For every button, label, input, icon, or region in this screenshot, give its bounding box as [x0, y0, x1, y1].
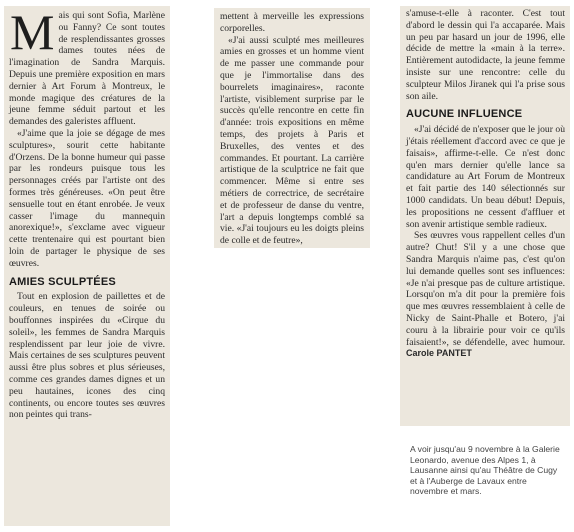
paragraph-amies: «J'ai aussi sculpté mes meilleures amies en grosses et un homme vient de me passer une commande pour que je l'immortalise dans des bourrelets imaginaires», raconte l'artiste, visiblement surprise par le succès qu'elle rencontre en cette fin d'année: trois expositions en même temps, des projets à Paris et Bruxelles, des ventes et des commandes. Et pourtant. La carrière artistique de la sculptrice ne fait que commencer. Même si entre ses métiers de correctrice, de secrétaire et de professeur de danse du ventre, l'art a depuis longtemps comblé sa vie. «J'ai toujours eu les doigts pleins de colle et de feutre», — [220, 34, 364, 247]
paragraph-continuation: mettent à merveille les expressions corporelles. — [220, 11, 364, 34]
paragraph-paillettes: Tout en explosion de paillettes et de couleurs, en tenues de soirée ou bouffonnes inspirées du «Cirque du soleil», les femmes de Sandra Marquis resplendissent par leur joie de vivre. Mais certaines de ses sculptures peuvent aussi être plus sobres et plus sérieuses, comme ces grandes dames dignes et un peu hautaines, icones des cinq continents, ou encore toutes ses œuvres non peintes qui trans- — [9, 291, 165, 421]
article-column-3 — [400, 6, 570, 426]
subheading-aucune-influence: AUCUNE INFLUENCE — [406, 108, 523, 121]
paragraph-influences — [406, 230, 565, 360]
lead-text: ais qui sont Sofia, Marlène ou Fanny? Ce sont toutes de resplendissantes grosses dames toutes nées de l'imagination de Sandra Marquis. Depuis une première exposition en mars dernier à Art Forum à Montreux, le monde magique des créatures de la jeune femme séduit partout et les demandes des galeristes affluent. — [9, 10, 165, 128]
dropcap-letter: M — [10, 6, 55, 60]
subheading-amies-sculptees: AMIES SCULPTÉES — [9, 275, 116, 288]
exhibition-info-box: A voir jusqu'au 9 novembre à la Galerie Leonardo, avenue des Alpes 1, à Lausanne ainsi qu'au Théâtre de Cugy et à l'Auberge de Lavaux entre novembre et mars. — [410, 444, 560, 497]
article-column-1 — [4, 6, 170, 526]
paragraph-joy: «J'aime que la joie se dégage de mes sculptures», sourit cette habitante d'Orzens. De la bonne humeur qui passe par les rondeurs puisque tous les personnages créés par l'artiste ont des formes très généreuses. «On peut être sensuelle tout en étant enrobée. Je veux casser l'image du mannequin anorexique!», s'exclame avec vigueur cette trentenaire qui est pourtant bien loin de partager le physique de ses œuvres. — [9, 127, 165, 269]
lead-paragraph — [9, 6, 165, 128]
author-signature: Carole PANTET — [406, 348, 472, 359]
paragraph-dessin: s'amuse-t-elle à raconter. C'est tout d'abord le dessin qui l'a accaparée. Mais un peu par hasard un jour de 1996, elle décide de mettre la «main à la terre». Entièrement autodidacte, la jeune femme insiste sur une rencontre: celle du sculpteur Milos Jiranek qui l'a prise sous son aile. — [406, 8, 565, 102]
article-column-2 — [214, 8, 370, 248]
influences-text: Ses œuvres vous rappellent celles d'un autre? Chut! S'il y a une chose que Sandra Marquis n'aime pas, c'est qu'on lui demande quelles sont ses influences: «Je n'ai presque pas de culture artistique. Lorsqu'on m'a dit pour la première fois que mes œuvres ressemblaient à celle de Nicky de Saint-Phalle et Botero, j'ai couru à la librairie pour voir ce qu'ils faisaient!», se défendelle, avec humour. — [406, 230, 565, 348]
paragraph-exposer: «J'ai décidé de n'exposer que le jour où j'étais réellement d'accord avec ce que je faisais», affirme-t-elle. Ce n'est donc qu'en mars dernier qu'elle lance sa candidature au Art Forum de Montreux et fait partie des 140 sélectionnés sur 1000 candidats. Un beau début! Depuis, les propositions ne cessent d'affluer et son avenir artistique semble radieux. — [406, 124, 565, 230]
